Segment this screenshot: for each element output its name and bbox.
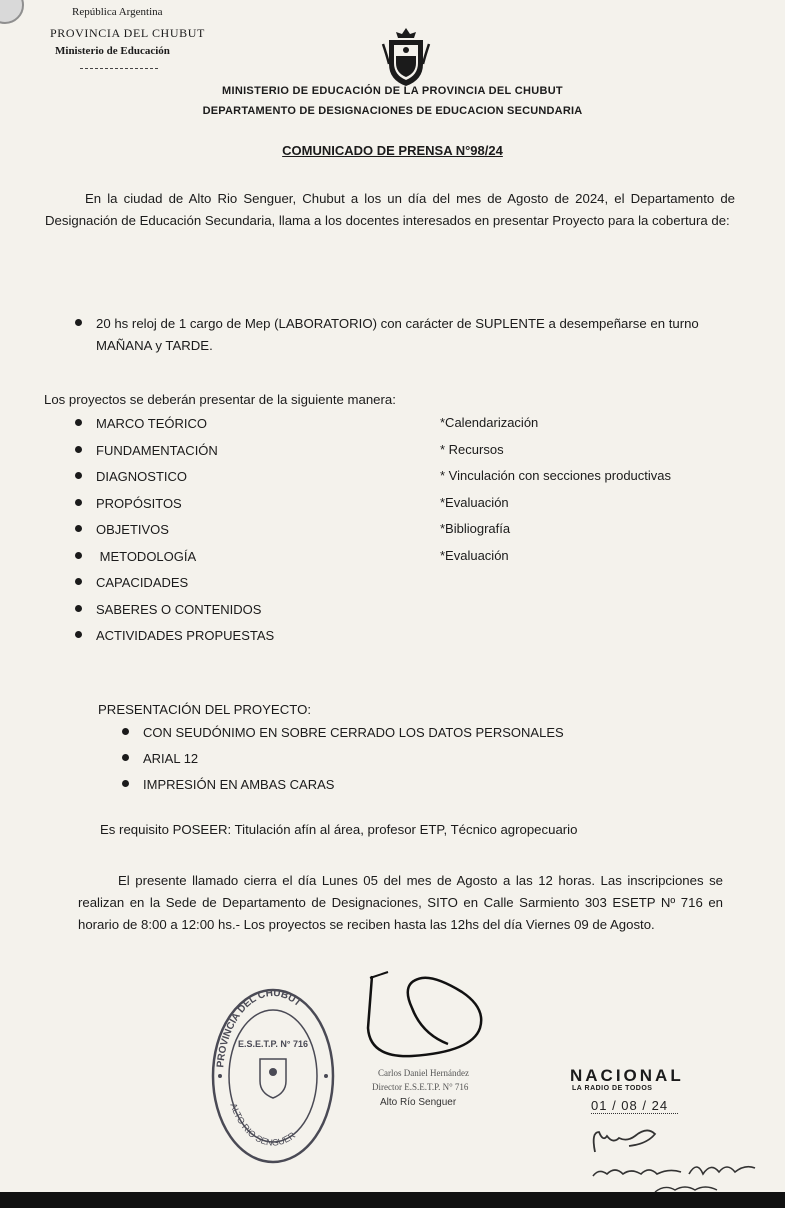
- director-place: Alto Río Senguer: [380, 1097, 457, 1108]
- receiver-signature: [585, 1118, 770, 1194]
- radio-tagline: LA RADIO DE TODOS: [572, 1085, 653, 1092]
- bullet-icon: [75, 525, 82, 532]
- school-seal-stamp: [208, 985, 338, 1167]
- svg-text:ALTO RIO SENGUER: [228, 1102, 297, 1148]
- svg-text:PROVINCIA DEL CHUBUT: [215, 988, 303, 1068]
- bullet-icon: [75, 578, 82, 585]
- director-name: Carlos Daniel Hernández: [378, 1068, 469, 1078]
- bullet-icon: [75, 552, 82, 559]
- list-item: ARIAL 12: [122, 748, 564, 774]
- list-item: IMPRESIÓN EN AMBAS CARAS: [122, 774, 564, 800]
- project-sections-list-right: [440, 412, 671, 571]
- list-item: OBJETIVOS: [75, 519, 274, 546]
- project-sections-list: [75, 413, 274, 652]
- list-item: SABERES O CONTENIDOS: [75, 599, 274, 626]
- seal-school-text: E.S.E.T.P. N° 716: [238, 1039, 308, 1049]
- bullet-icon: [75, 319, 82, 326]
- list-item: PROPÓSITOS: [75, 493, 274, 520]
- header-ministerio: Ministerio de Educación: [55, 45, 170, 57]
- list-item: *Calendarización: [440, 415, 539, 430]
- press-release-title: COMUNICADO DE PRENSA N°98/24: [282, 143, 503, 158]
- screen-bottom-bar: [0, 1192, 785, 1208]
- ministry-title: MINISTERIO DE EDUCACIÓN DE LA PROVINCIA DEL CHUBUT: [222, 85, 563, 97]
- closing-paragraph: El presente llamado cierra el día Lunes 05 del mes de Agosto a las 12 horas. Las inscripciones se realizan en la Sede de Departamento de Designaciones, SITO en Calle Sarmiento 303 ESETP Nº 716 en horario de 8:00 a 12:00 hs.- Los proyectos se reciben hasta las 12hs del día Viernes 09 de Agosto.: [78, 873, 723, 932]
- bullet-icon: [75, 631, 82, 638]
- bullet-icon: [75, 446, 82, 453]
- list-item: DIAGNOSTICO: [75, 466, 274, 493]
- list-item: * Recursos: [440, 441, 504, 457]
- list-item: *Bibliografía: [440, 521, 511, 536]
- list-item: MARCO TEÓRICO: [75, 413, 274, 440]
- list-item: FUNDAMENTACIÓN: [75, 440, 274, 467]
- bullet-icon: [122, 780, 129, 787]
- seal-top-text: PROVINCIA DEL CHUBUT: [215, 987, 304, 1069]
- department-title: DEPARTAMENTO DE DESIGNACIONES DE EDUCACION SECUNDARIA: [202, 105, 583, 117]
- list-item: CON SEUDÓNIMO EN SOBRE CERRADO LOS DATOS PERSONALES: [122, 722, 564, 748]
- radio-nacional-logo: NACIONAL: [570, 1066, 684, 1085]
- header-republica: República Argentina: [72, 6, 163, 18]
- cargo-text: 20 hs reloj de 1 cargo de Mep (LABORATORIO) con carácter de SUPLENTE a desempeñarse en turno MAÑANA y TARDE.: [96, 316, 699, 353]
- list-item: * Vinculación con secciones productivas: [440, 468, 672, 483]
- header-divider: [80, 68, 158, 69]
- bullet-icon: [75, 472, 82, 479]
- intro-paragraph: En la ciudad de Alto Rio Senguer, Chubut a los un día del mes de Agosto de 2024, el Departamento de Designación de Educación Secundaria, llama a los docentes interesados en presentar Proyecto para la cobertura de:: [45, 191, 735, 228]
- seal-bottom-text: ALTO RIO SENGUER: [228, 1101, 298, 1148]
- bullet-icon: [75, 419, 82, 426]
- presentation-list: [122, 722, 564, 800]
- director-signature: [352, 968, 487, 1060]
- bullet-icon: [122, 754, 129, 761]
- bullet-icon: [122, 728, 129, 735]
- bullet-icon: [75, 605, 82, 612]
- requirement-text: Es requisito POSEER: Titulación afín al área, profesor ETP, Técnico agropecuario: [100, 822, 578, 837]
- director-role: Director E.S.E.T.P. N° 716: [372, 1082, 469, 1092]
- received-date: 01 / 08 / 24: [591, 1098, 678, 1114]
- list-item: *Evaluación: [440, 547, 509, 563]
- list-item: CAPACIDADES: [75, 572, 274, 599]
- cargo-item: [75, 313, 735, 357]
- manera-title: Los proyectos se deberán presentar de la siguiente manera:: [44, 392, 396, 407]
- list-item: ACTIVIDADES PROPUESTAS: [75, 625, 274, 652]
- list-item: METODOLOGÍA: [75, 546, 274, 573]
- presentation-title: PRESENTACIÓN DEL PROYECTO:: [98, 702, 311, 717]
- header-provincia: PROVINCIA DEL CHUBUT: [50, 26, 205, 40]
- window-corner-button[interactable]: [0, 0, 24, 24]
- list-item: *Evaluación: [440, 494, 509, 510]
- bullet-icon: [75, 499, 82, 506]
- coat-of-arms-icon: [381, 26, 431, 88]
